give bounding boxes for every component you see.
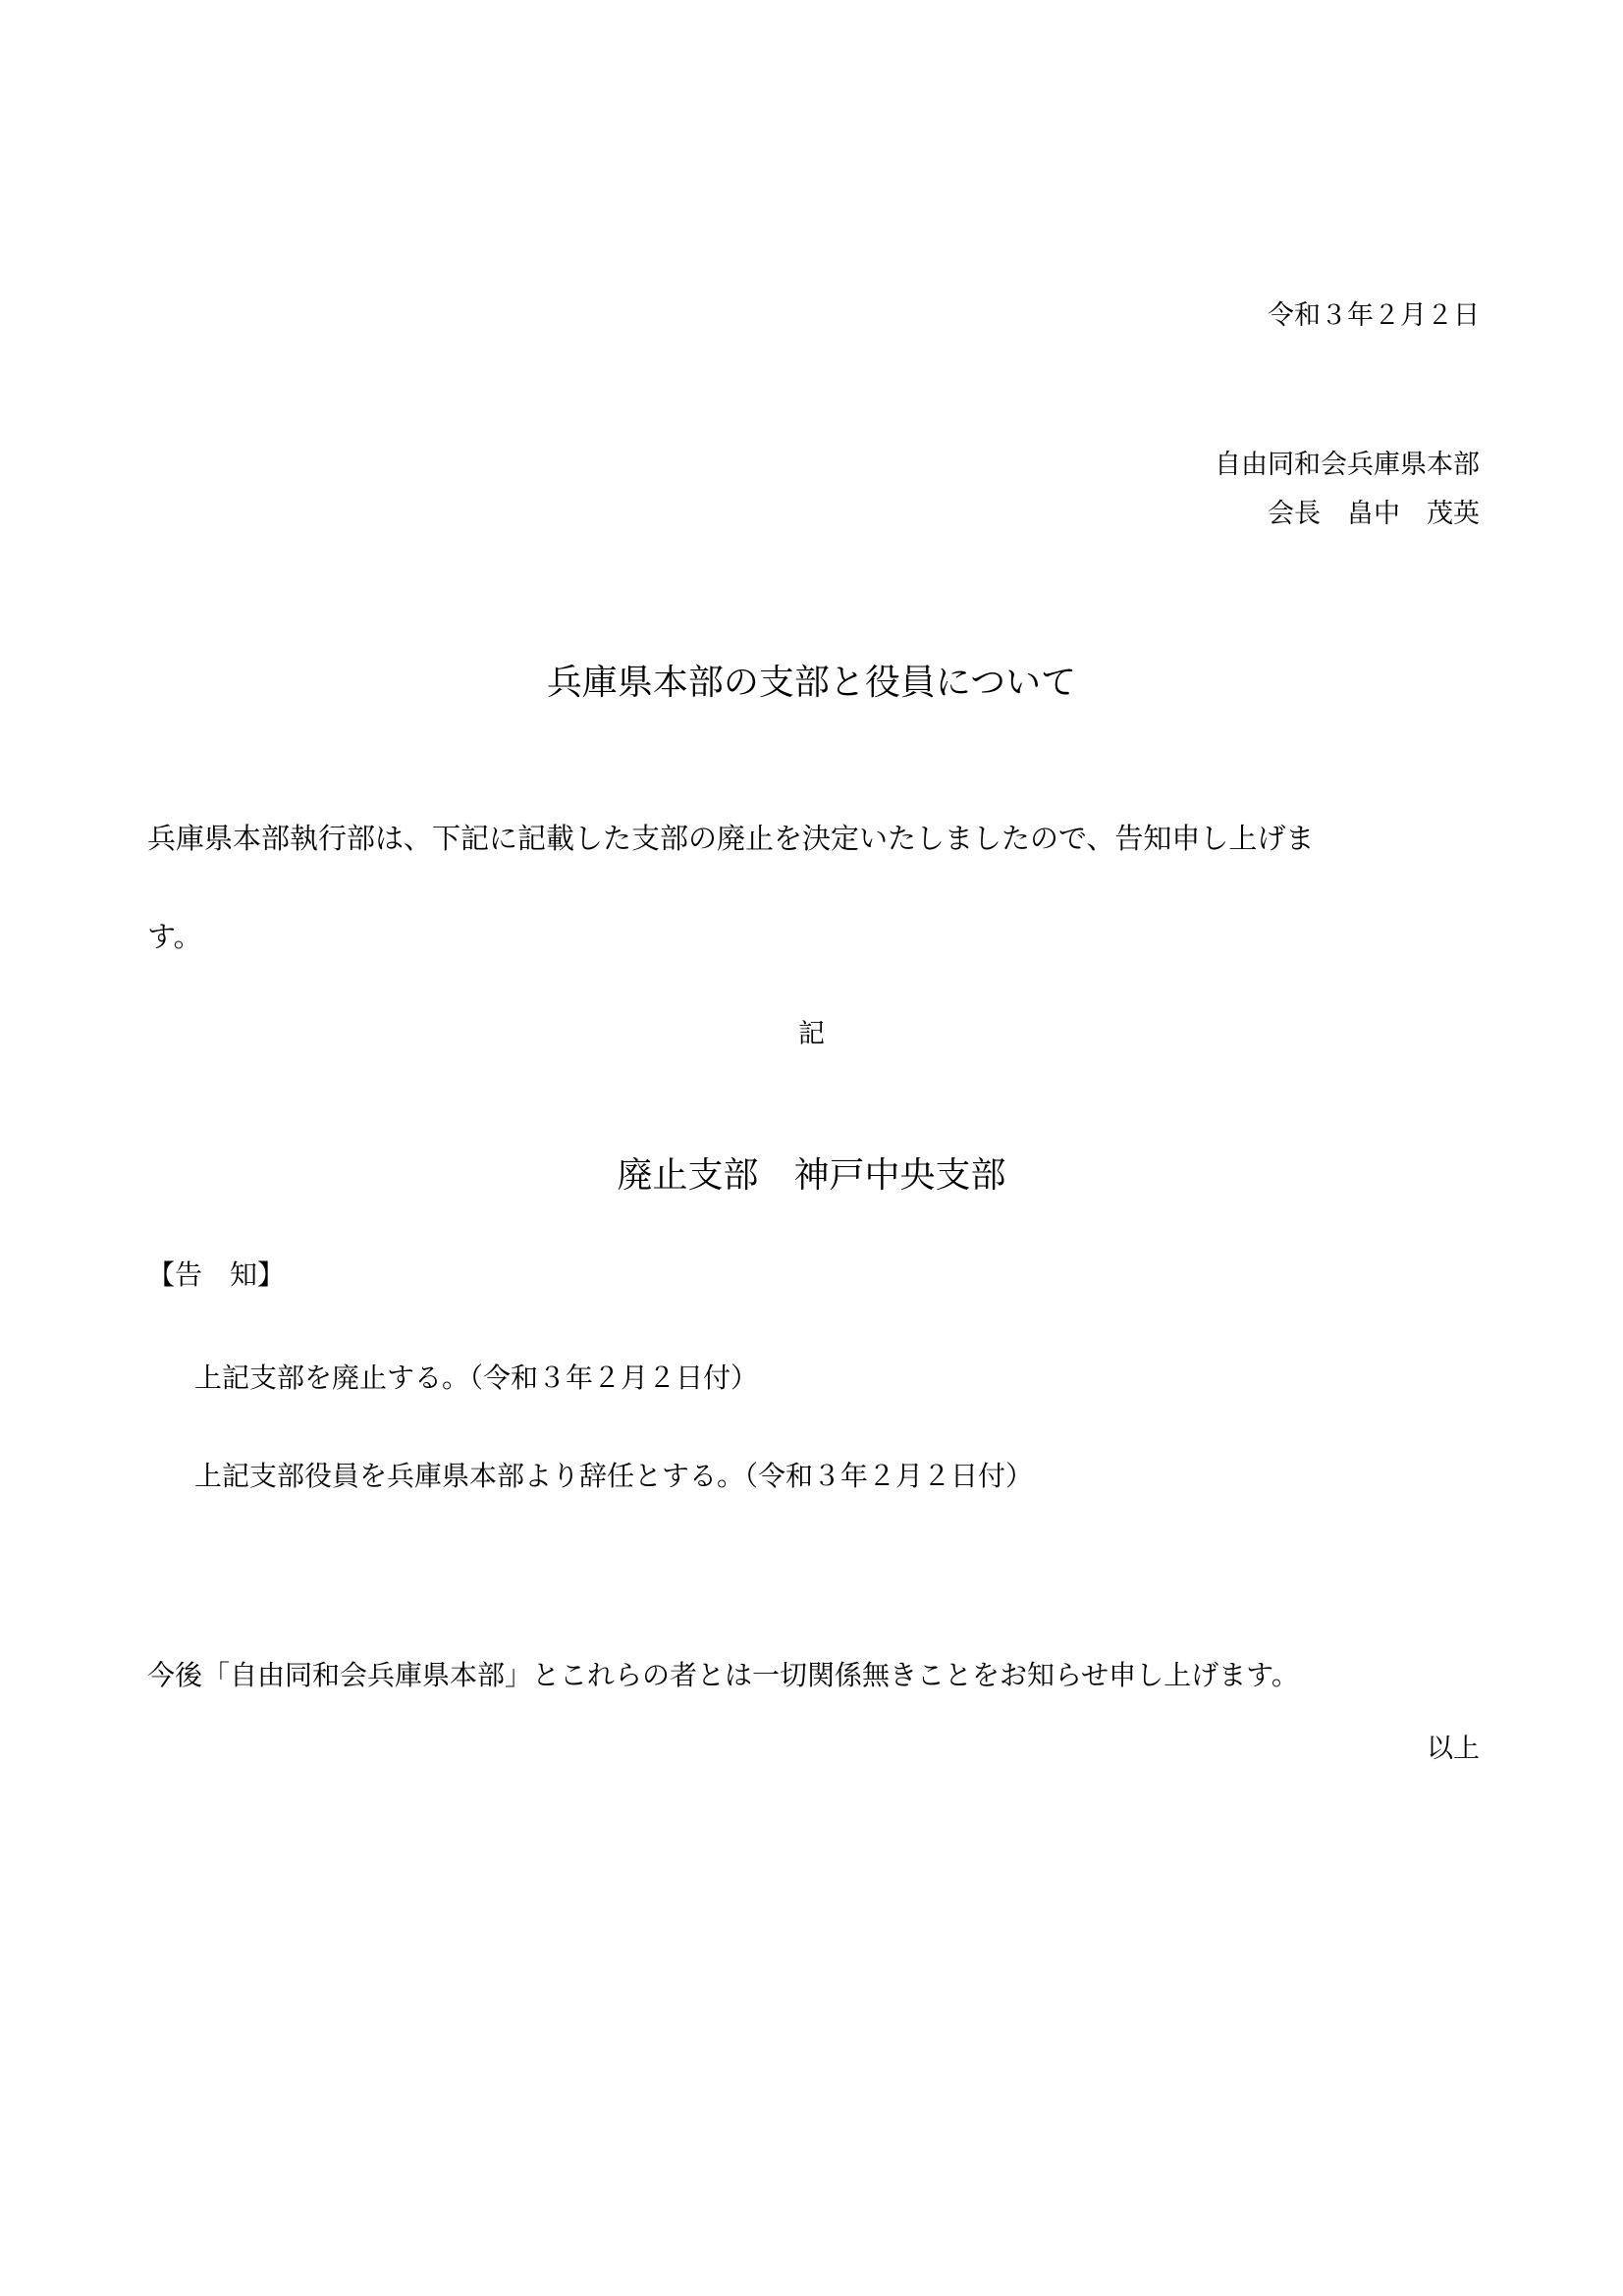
issuing-organization: 自由同和会兵庫県本部: [1215, 450, 1480, 480]
signer-name: 会長 畠中 茂英: [1268, 499, 1480, 529]
notice-heading: 【告 知】: [147, 1258, 286, 1291]
intro-paragraph-line-2: す。: [147, 920, 202, 953]
document-date: 令和３年２月２日: [1268, 300, 1480, 331]
document-title: 兵庫県本部の支部と役員について: [546, 663, 1077, 703]
abolished-branch-heading: 廃止支部 神戸中央支部: [617, 1155, 1006, 1196]
closing-statement: 今後「自由同和会兵庫県本部」とこれらの者とは一切関係無きことをお知らせ申し上げます。: [147, 1659, 1299, 1691]
ki-marker: 記: [798, 1019, 825, 1049]
ijo-closing-mark: 以上: [1427, 1734, 1480, 1764]
notice-item: 上記支部を廃止する。（令和３年２月２日付）: [194, 1362, 759, 1394]
notice-item: 上記支部役員を兵庫県本部より辞任とする。（令和３年２月２日付）: [194, 1460, 1034, 1492]
intro-paragraph-line-1: 兵庫県本部執行部は、下記に記載した支部の廃止を決定いたしましたので、告知申し上げま: [147, 822, 1315, 855]
